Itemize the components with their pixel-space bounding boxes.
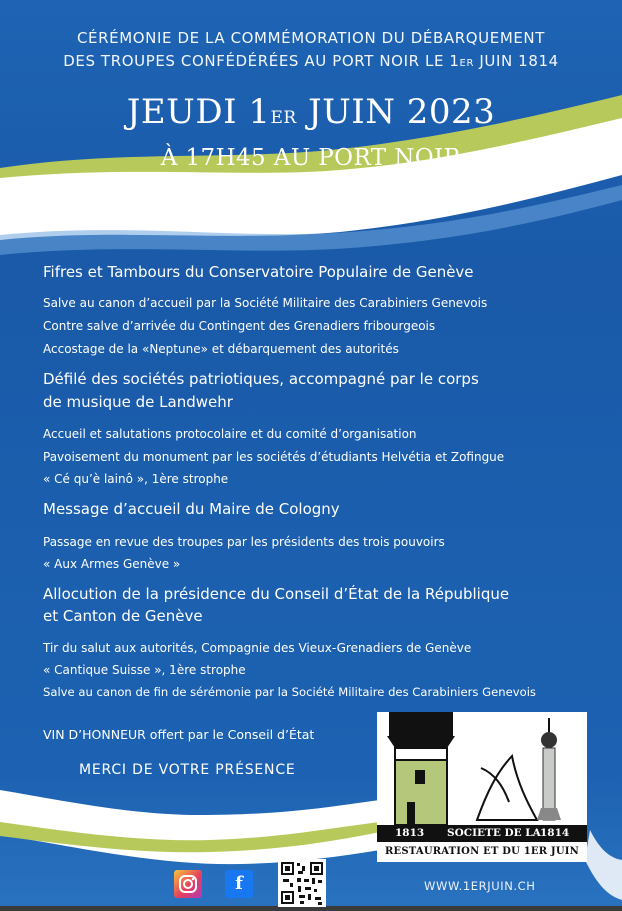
header-line-2-end: JUIN 1814 <box>474 52 559 70</box>
wave-white-right <box>585 830 622 900</box>
event-date-end: JUIN 2023 <box>296 92 496 132</box>
header-line-1: CÉRÉMONIE DE LA COMMÉMORATION DU DÉBARQUEMENT <box>76 29 546 47</box>
instagram-icon[interactable] <box>174 870 202 898</box>
header-line-2 <box>0 52 622 70</box>
qr-code[interactable] <box>278 859 326 907</box>
program-item-1: Salve au canon d’accueil par la Société Militaire des Carabiniers Genevois <box>43 296 488 310</box>
logo-monument-base <box>537 808 561 820</box>
logo-tower-roof <box>389 712 453 736</box>
logo-society-name: RESTAURATION ET DU 1ER JUIN <box>377 842 587 862</box>
wave-white-bottom <box>0 790 380 864</box>
society-logo <box>377 712 587 862</box>
program-item-9: Tir du salut aux autorités, Compagnie des Vieux-Grenadiers de Genève <box>43 641 472 655</box>
event-time-place: À 17H45 AU PORT NOIR <box>160 145 462 171</box>
website-link[interactable]: WWW.1ERJUIN.CH <box>424 879 536 893</box>
program-item-4: Accueil et salutations protocolaire et du comité d’organisation <box>43 427 417 441</box>
logo-society-text: SOCIETE DE LA <box>447 827 541 839</box>
instagram-glyph <box>174 870 202 898</box>
logo-tower-body <box>395 760 447 825</box>
program-item-7: Passage en revue des troupes par les présidents des trois pouvoirs <box>43 535 445 549</box>
program-item-8: « Aux Armes Genève » <box>43 557 181 571</box>
logo-tower-window <box>415 770 425 784</box>
header-line-2-text: DES TROUPES CONFÉDÉRÉES AU PORT NOIR LE 1 <box>63 52 460 70</box>
logo-tower-eave <box>387 736 455 748</box>
program-item-3: Accostage de la «Neptune» et débarquement des autorités <box>43 342 399 356</box>
thank-you-message: MERCI DE VOTRE PRÉSENCE <box>79 762 296 778</box>
program-item-10: « Cantique Suisse », 1ère strophe <box>43 663 246 677</box>
program-item-2: Contre salve d’arrivée du Contingent des Grenadiers fribourgeois <box>43 319 436 333</box>
logo-tower-band <box>395 748 447 760</box>
event-date <box>0 92 622 132</box>
program-item-11: Salve au canon de fin de sérémonie par la Société Militaire des Carabiniers Genevois <box>43 685 536 699</box>
logo-illustration <box>377 712 587 825</box>
logo-tower-door <box>407 802 415 824</box>
facebook-icon[interactable]: f <box>225 870 253 898</box>
logo-year-left: 1813 <box>395 827 425 839</box>
program-heading-4-line-2: et Canton de Genève <box>43 607 203 625</box>
logo-year-right: 1814 <box>540 827 570 839</box>
program-heading-4-line-1: Allocution de la présidence du Conseil d’État de la République <box>43 585 510 603</box>
qr-code-pattern <box>278 859 326 907</box>
program-item-6: « Cé qu’è lainô », 1ère strophe <box>43 472 229 486</box>
event-date-superscript: ER <box>270 108 297 128</box>
logo-sail <box>477 756 537 820</box>
event-date-text: JEUDI 1 <box>126 92 271 132</box>
logo-band-dates <box>377 825 587 842</box>
program-item-5: Pavoisement du monument par les sociétés d’étudiants Helvétia et Zofingue <box>43 450 505 464</box>
program-heading-2-line-1: Défilé des sociétés patriotiques, accompagné par le corps <box>43 370 479 388</box>
wine-of-honour: VIN D’HONNEUR offert par le Conseil d’État <box>43 727 315 742</box>
program-heading-3: Message d’accueil du Maire de Cologny <box>43 500 340 518</box>
program-heading-2-line-2: de musique de Landwehr <box>43 393 233 411</box>
program-heading-1: Fifres et Tambours du Conservatoire Populaire de Genève <box>43 263 474 281</box>
header-line-2-superscript: ER <box>459 58 474 69</box>
logo-monument-top <box>541 732 557 748</box>
